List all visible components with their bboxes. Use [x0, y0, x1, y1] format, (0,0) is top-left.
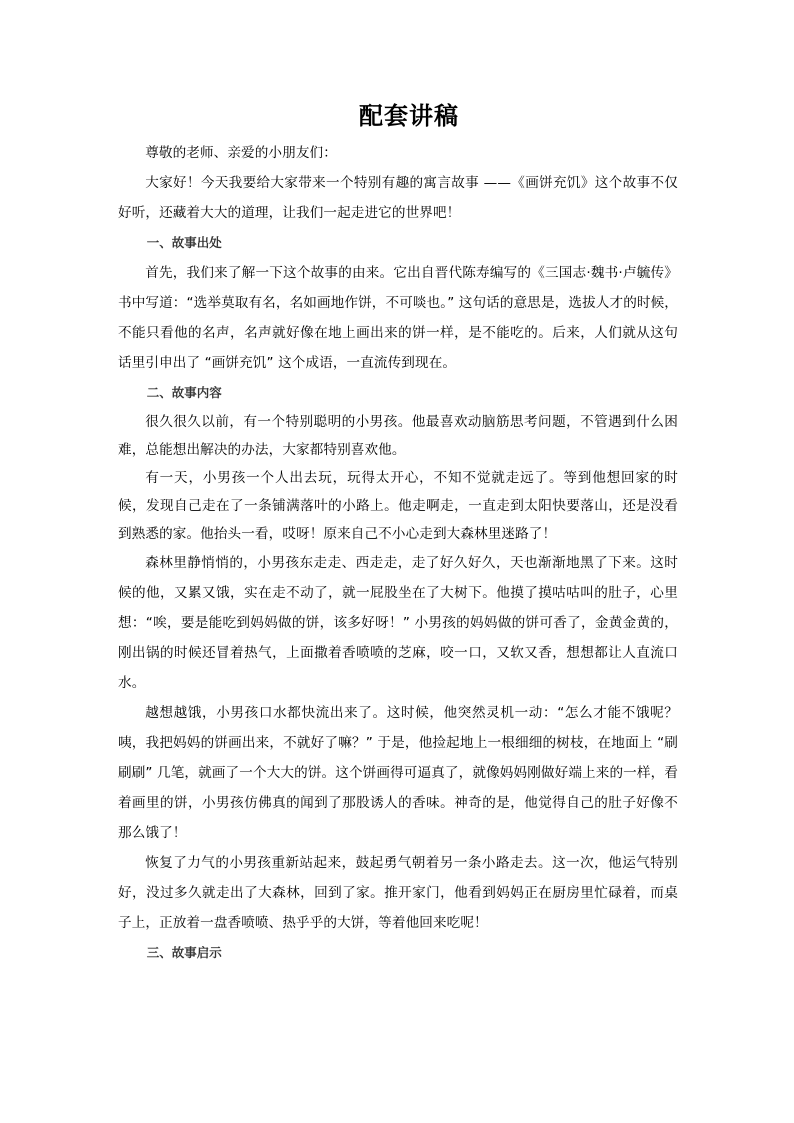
story-paragraph-3: 森林里静悄悄的，小男孩东走走、西走走，走了好久好久，天也渐渐地黑了下来。这时候的他，又累又饿，实在走不动了，就一屁股坐在了大树下。他摸了摸咕咕叫的肚子，心里想：“唉，要是能吃到妈妈做的饼，该多好呀！” 小男孩的妈妈做的饼可香了，金黄金黄的，刚出锅的时候还冒着热气，上面撒着香喷喷的芝麻，咬一口，又软又香，想想都让人直流口水。	[118, 555, 678, 691]
source-paragraph: 首先，我们来了解一下这个故事的由来。它出自晋代陈寿编写的《三国志·魏书·卢毓传》书中写道：“选举莫取有名，名如画地作饼，不可啖也。” 这句话的意思是，选拔人才的时候，不能只看他的名声，名声就好像在地上画出来的饼一样，是不能吃的。后来，人们就从这句话里引申出了 “画饼充饥” 这个成语，一直流传到现在。	[118, 265, 678, 371]
story-paragraph-2: 有一天，小男孩一个人出去玩，玩得太开心，不知不觉就走远了。等到他想回家的时候，发现自己走在了一条铺满落叶的小路上。他走啊走，一直走到太阳快要落山，还是没看到熟悉的家。他抬头一看，哎呀！原来自己不小心走到大森林里迷路了！	[118, 470, 678, 542]
section-heading-source: 一、故事出处	[146, 235, 222, 250]
document-title: 配套讲稿	[359, 102, 459, 130]
intro-paragraph: 大家好！今天我要给大家带来一个特别有趣的寓言故事 ——《画饼充饥》这个故事不仅好听，还藏着大大的道理，让我们一起走进它的世界吧！	[118, 175, 678, 221]
document-page	[118, 98, 678, 968]
story-paragraph-5: 恢复了力气的小男孩重新站起来，鼓起勇气朝着另一条小路走去。这一次，他运气特别好，没过多久就走出了大森林，回到了家。推开家门，他看到妈妈正在厨房里忙碌着，而桌子上，正放着一盘香喷喷、热乎乎的大饼，等着他回来吃呢！	[118, 855, 678, 931]
section-heading-content: 二、故事内容	[146, 385, 222, 400]
greeting: 尊敬的老师、亲爱的小朋友们：	[145, 145, 337, 161]
story-paragraph-4: 越想越饿，小男孩口水都快流出来了。这时候，他突然灵机一动：“怎么才能不饿呢？咦，我把妈妈的饼画出来，不就好了嘛？” 于是，他捡起地上一根细细的树枝，在地面上 “刷刷刷” 几笔，就画了一个大大的饼。这个饼画得可逼真了，就像妈妈刚做好端上来的一样，看着画里的饼，小男孩仿佛真的闻到了那股诱人的香味。神奇的是，他觉得自己的肚子好像不那么饿了！	[118, 705, 678, 841]
story-paragraph-1: 很久很久以前，有一个特别聪明的小男孩。他最喜欢动脑筋思考问题，不管遇到什么困难，总能想出解决的办法，大家都特别喜欢他。	[118, 414, 678, 458]
section-heading-lesson: 三、故事启示	[146, 945, 222, 960]
